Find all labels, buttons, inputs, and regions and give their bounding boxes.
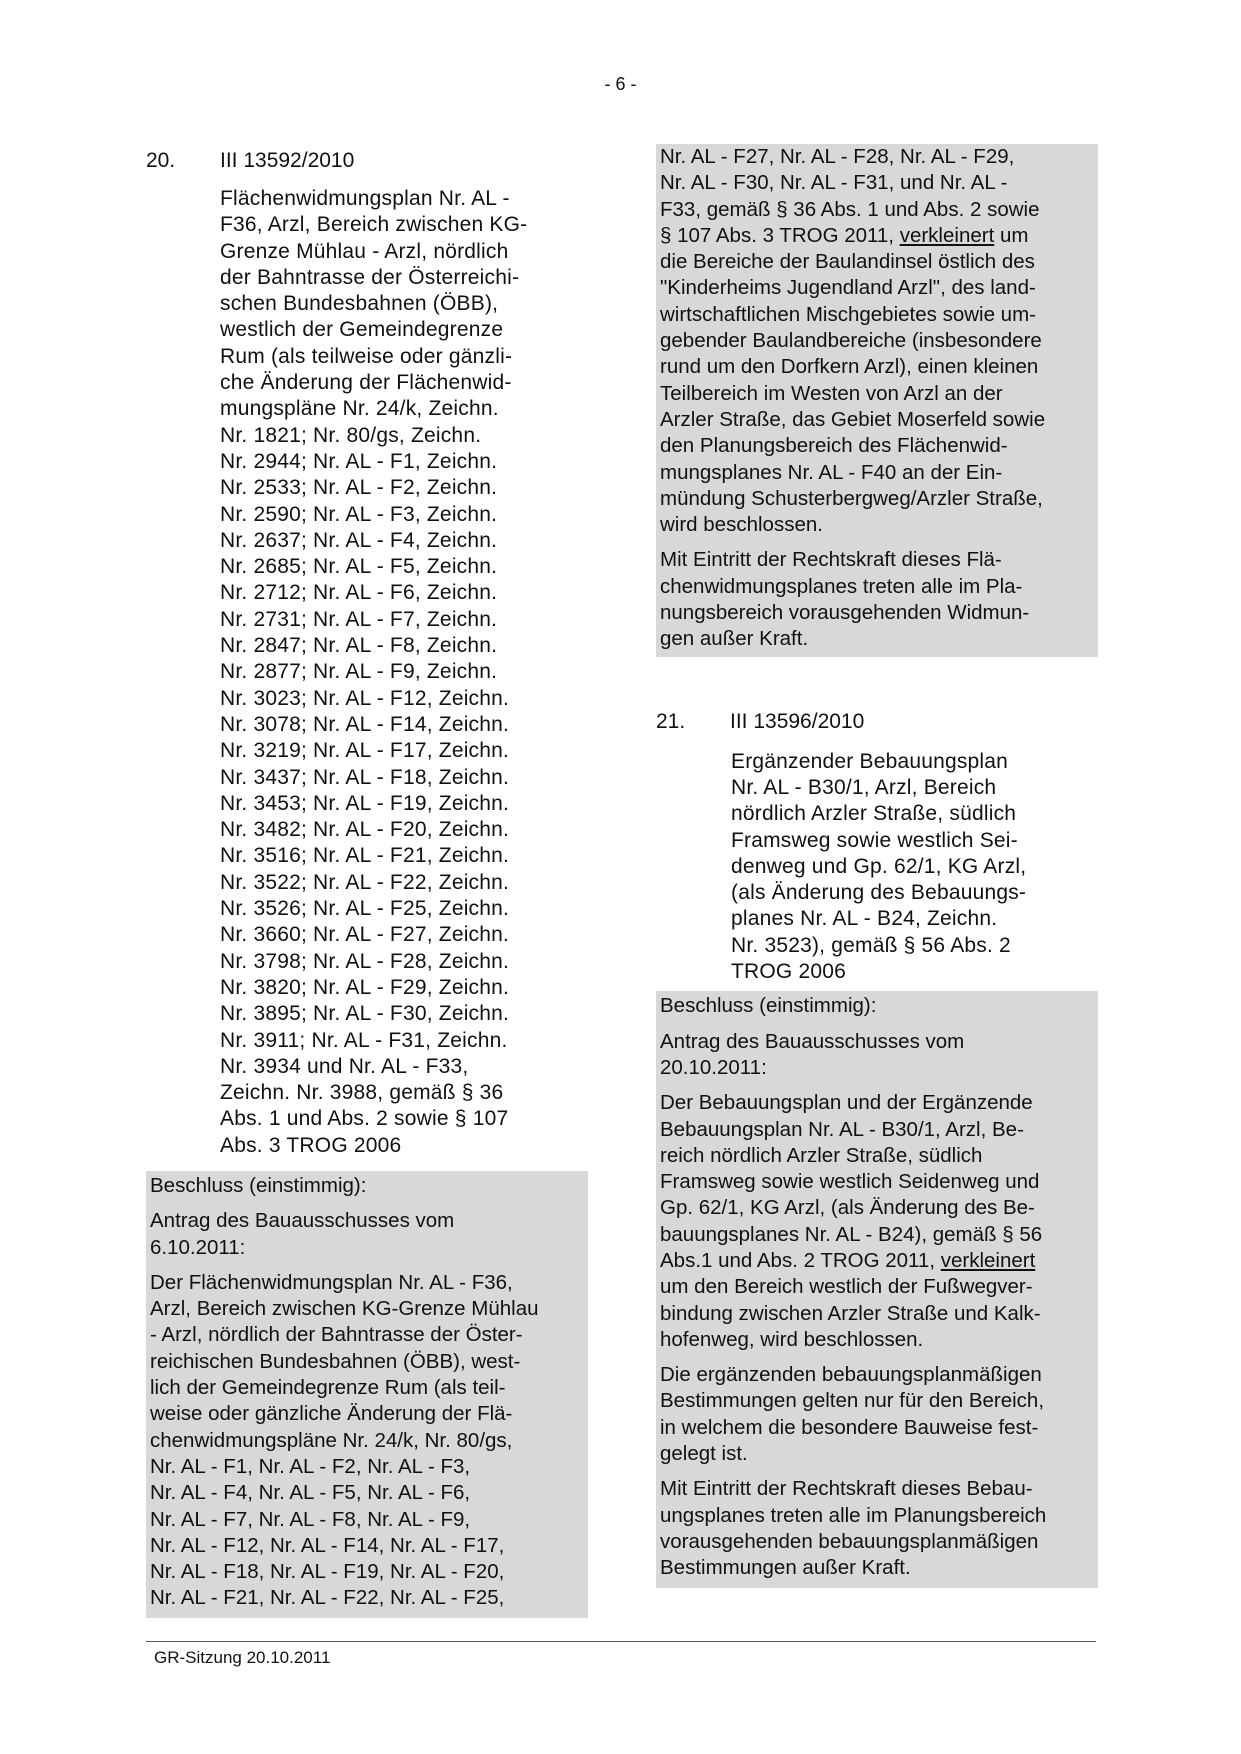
left-column [146,148,588,1618]
item-20-body-part1: Der Flächenwidmungsplan Nr. AL - F36, Arzl, Bereich zwischen KG-Grenze Mühlau - Arzl, nördlich der Bahntrasse der Öster- reichischen Bundesbahnen (ÖBB), west- lich der Gemeindegrenze Rum (als teil- weise oder gänzliche Änderung der Flä- chenwidmungspläne Nr. 24/k, Nr. 80/gs, Nr. AL - F1, Nr. AL - F2, Nr. AL - F3, Nr. AL - F4, Nr. AL - F5, Nr. AL - F6, Nr. AL - F7, Nr. AL - F8, Nr. AL - F9, Nr. AL - F12, Nr. AL - F14, Nr. AL - F17, Nr. AL - F18, Nr. AL - F19, Nr. AL - F20, Nr. AL - F21, Nr. AL - F22, Nr. AL - F25, [150,1270,539,1610]
item-20-title: Flächenwidmungsplan Nr. AL - F36, Arzl, Bereich zwischen KG- Grenze Mühlau - Arzl, nördlich der Bahntrasse der Österreichi- schen Bundesbahnen (ÖBB), westlich der Gemeindegrenze Rum (als teilweise oder gänzli- che Änderung der Flächenwid- mungspläne Nr. 24/k, Zeichn. Nr. 1821; Nr. 80/gs, Zeichn. Nr. 2944; Nr. AL - F1, Zeichn. Nr. 2533; Nr. AL - F2, Zeichn. Nr. 2590; Nr. AL - F3, Zeichn. Nr. 2637; Nr. AL - F4, Zeichn. Nr. 2685; Nr. AL - F5, Zeichn. Nr. 2712; Nr. AL - F6, Zeichn. Nr. 2731; Nr. AL - F7, Zeichn. Nr. 2847; Nr. AL - F8, Zeichn. Nr. 2877; Nr. AL - F9, Zeichn. Nr. 3023; Nr. AL - F12, Zeichn. Nr. 3078; Nr. AL - F14, Zeichn. Nr. 3219; Nr. AL - F17, Zeichn. Nr. 3437; Nr. AL - F18, Zeichn. Nr. 3453; Nr. AL - F19, Zeichn. Nr. 3482; Nr. AL - F20, Zeichn. Nr. 3516; Nr. AL - F21, Zeichn. Nr. 3522; Nr. AL - F22, Zeichn. Nr. 3526; Nr. AL - F25, Zeichn. Nr. 3660; Nr. AL - F27, Zeichn. Nr. 3798; Nr. AL - F28, Zeichn. Nr. 3820; Nr. AL - F29, Zeichn. Nr. 3895; Nr. AL - F30, Zeichn. Nr. 3911; Nr. AL - F31, Zeichn. Nr. 3934 und Nr. AL - F33, Zeichn. Nr. 3988, gemäß § 36 Abs. 1 und Abs. 2 sowie § 107 Abs. 3 TROG 2006 [220,187,528,1157]
item-20-reference: III 13592/2010 [220,149,355,172]
footer-divider [146,1641,1096,1642]
item-21-body [660,1090,1094,1353]
footer-session: GR-Sitzung 20.10.2011 [154,1648,331,1667]
right-column [656,145,1098,1588]
item-separator [656,657,1098,709]
item-21-decision: Beschluss (einstimmig): [660,994,877,1018]
item-21-supplement: Die ergänzenden bebauungsplanmäßigen Bestimmungen gelten nur für den Bereich, in welchem die besondere Bauweise fest- gelegt ist. [660,1363,1045,1466]
item-20-resolution-continued [656,144,1098,657]
item-21-title: Ergänzender Bebauungsplan Nr. AL - B30/1, Arzl, Bereich nördlich Arzler Straße, südlich Framsweg sowie westlich Sei- denweg und Gp. 62/1, KG Arzl, (als Änderung des Bebauungs- planes Nr. AL - B24, Zeichn. Nr. 3523), gemäß § 56 Abs. 2 TROG 2006 [731,749,1027,984]
item-21-header [656,709,1098,735]
item-21-effect: Mit Eintritt der Rechtskraft dieses Bebau- ungsplanes treten alle im Planungsbereich vorausgehenden bebauungsplanmäßigen Bestimmungen außer Kraft. [660,1477,1047,1580]
page-number: - 6 - [604,74,637,94]
item-20-underlined-word: verkleinert [899,223,995,247]
item-20-motion: Antrag des Bauausschusses vom 6.10.2011: [150,1209,455,1259]
item-21-resolution-box [656,991,1098,1587]
item-20-resolution-box [146,1171,588,1618]
item-21-underlined-word: verkleinert [940,1248,1036,1272]
item-21-motion: Antrag des Bauausschusses vom 20.10.2011: [660,1029,965,1079]
item-20-body-text-b: um die Bereiche der Baulandinsel östlich des "Kinderheims Jugendland Arzl", des land- wirtschaftlichen Mischgebietes sowie um- gebender Baulandbereiche (insbesondere rund um den Dorfkern Arzl), einen kleinen Teilbereich im Westen von Arzl an der Arzler Straße, das Gebiet Moserfeld sowie den Planungsbereich des Flächenwid- mungsplanes Nr. AL - F40 an der Ein- mündung Schusterbergweg/Arzler Straße, wird beschlossen. [660,223,1046,537]
item-21-reference: III 13596/2010 [730,709,865,733]
item-20-number: 20. [146,149,176,172]
item-20-body-part2 [660,144,1094,538]
item-21-number: 21. [656,709,686,733]
item-21-body-text-a: Der Bebauungsplan und der Ergänzende Bebauungsplan Nr. AL - B30/1, Arzl, Be- reich nördlich Arzler Straße, südlich Framsweg sowie westlich Seidenweg und Gp. 62/1, KG Arzl, (als Änderung des Be- bauungsplanes Nr. AL - B24), gemäß § 56 Abs.1 und Abs. 2 TROG 2011, [660,1091,1043,1272]
item-20-effect: Mit Eintritt der Rechtskraft dieses Flä- chenwidmungsplanes treten alle im Pla- nungsbereich vorausgehenden Widmun- gen außer Kraft. [660,548,1030,651]
item-20-header [146,148,588,174]
item-20-decision: Beschluss (einstimmig): [150,1173,367,1197]
item-20-body-text-a: Nr. AL - F27, Nr. AL - F28, Nr. AL - F29, Nr. AL - F30, Nr. AL - F31, und Nr. AL - F33, gemäß § 36 Abs. 1 und Abs. 2 sowie § 107 Abs. 3 TROG 2011, [660,145,1040,247]
item-21-body-text-b: um den Bereich westlich der Fußwegver- bindung zwischen Arzler Straße und Kalk- hofenweg, wird beschlossen. [660,1275,1041,1351]
